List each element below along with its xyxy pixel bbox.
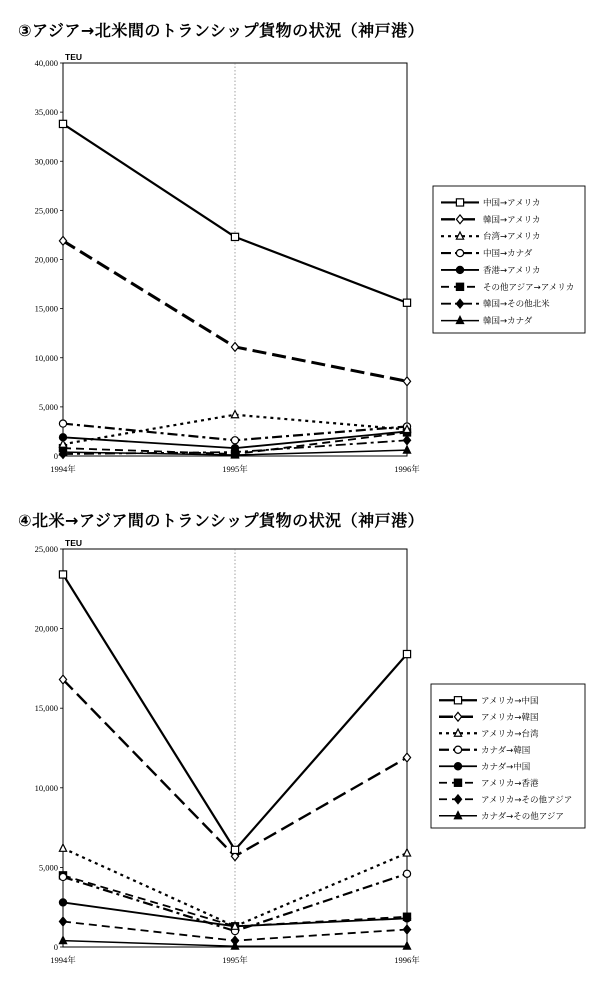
- chart2-legend-label-2: アメリカ→韓国: [481, 712, 539, 723]
- chart2-y-tick-label: 10,000: [34, 782, 58, 793]
- chart2-legend-marker-1: [454, 697, 461, 704]
- chart1-y-tick-label: 25,000: [34, 205, 58, 216]
- chart1-y-tick-label: 30,000: [34, 156, 58, 167]
- chart1-legend-marker-1: [456, 199, 463, 206]
- chart1-series-4-point: [59, 420, 66, 427]
- chart1-legend-label-7: 韓国→その他北米: [483, 299, 550, 310]
- chart1-x-tick-label: 1994年: [50, 464, 76, 474]
- chart2-series-5-point: [59, 899, 66, 906]
- chart2-series-1-point: [403, 650, 410, 657]
- chart2-legend-label-8: カナダ→その他アジア: [481, 811, 564, 822]
- chart2-legend-marker-4: [454, 746, 461, 753]
- chart1-y-tick-label: 40,000: [34, 58, 58, 68]
- chart2-legend-label-7: アメリカ→その他アジア: [481, 795, 573, 806]
- chart1-legend-marker-5: [456, 266, 463, 273]
- chart2-y-tick-label: 5,000: [38, 862, 58, 873]
- chart1-legend-marker-4: [456, 249, 463, 256]
- chart1-legend-label-5: 香港→アメリカ: [483, 265, 541, 276]
- chart1-x-tick-label: 1996年: [394, 464, 420, 474]
- chart2-legend-label-6: アメリカ→香港: [481, 778, 539, 789]
- chart2-x-tick-label: 1994年: [50, 955, 76, 965]
- chart1-series-7-point: [403, 436, 410, 445]
- chart1-y-tick-label: 0: [53, 451, 58, 461]
- chart2-legend-label-1: アメリカ→中国: [481, 696, 539, 707]
- chart1-legend-label-8: 韓国→カナダ: [483, 316, 533, 327]
- chart2-legend-label-3: アメリカ→台湾: [481, 729, 539, 740]
- chart1-title: ③アジア→北米間のトランシップ貨物の状況（神戸港）: [18, 21, 425, 40]
- chart1-y-tick-label: 5,000: [38, 401, 58, 412]
- chart2-title: ④北米→アジア間のトランシップ貨物の状況（神戸港）: [18, 511, 425, 530]
- chart2-y-tick-label: 25,000: [34, 544, 58, 554]
- chart1-legend-label-2: 韓国→アメリカ: [483, 215, 541, 226]
- chart1-legend-label-6: その他アジア→アメリカ: [483, 282, 575, 293]
- chart2-y-tick-label: 0: [53, 942, 58, 952]
- chart2-x-tick-label: 1995年: [222, 955, 248, 965]
- chart1-x-tick-label: 1995年: [222, 464, 248, 474]
- chart2-series-1-point: [231, 846, 238, 853]
- chart1-series-1-point: [403, 299, 410, 306]
- chart2-series-7-point: [231, 936, 238, 945]
- chart2-series-5-point: [403, 915, 410, 922]
- chart2-series-7-point: [59, 917, 66, 926]
- chart1-series-5-point: [231, 445, 238, 452]
- chart1-legend-label-1: 中国→アメリカ: [483, 198, 541, 209]
- chart1-y-tick-label: 35,000: [34, 107, 58, 118]
- chart2-legend-label-5: カナダ→中国: [481, 762, 531, 773]
- chart2-series-3-point: [403, 849, 410, 856]
- chart1-y-tick-label: 10,000: [34, 352, 58, 363]
- chart2-series-line-6: [63, 875, 407, 926]
- chart1-series-4-point: [231, 437, 238, 444]
- chart1-series-line-2: [63, 241, 407, 381]
- chart2-legend-label-4: カナダ→韓国: [481, 745, 531, 756]
- chart2-svg: [0, 498, 600, 998]
- chart2-x-tick-label: 1996年: [394, 955, 420, 965]
- chart1-legend-label-3: 台湾→アメリカ: [483, 232, 541, 243]
- chart1-y-tick-label: 15,000: [34, 303, 58, 314]
- chart1-series-1-point: [231, 233, 238, 240]
- chart1-series-1-point: [59, 120, 66, 127]
- chart1-y-tick-label: 20,000: [34, 254, 58, 265]
- chart2-series-2-point: [403, 753, 410, 762]
- chart2-series-1-point: [59, 571, 66, 578]
- chart2-legend-marker-6: [454, 779, 461, 786]
- chart2-legend-marker-5: [454, 763, 461, 770]
- chart2-series-7-point: [403, 925, 410, 934]
- chart1-series-2-point: [231, 343, 238, 352]
- chart1-legend-label-4: 中国→カナダ: [483, 249, 533, 260]
- chart1-y-axis-label: TEU: [65, 52, 82, 62]
- chart2-y-axis-label: TEU: [65, 538, 82, 548]
- chart2-series-3-point: [59, 844, 66, 851]
- chart2-series-4-point: [403, 870, 410, 877]
- chart2-series-4-point: [59, 873, 66, 880]
- chart1-legend-marker-6: [456, 283, 463, 290]
- chart1-svg: [0, 0, 600, 498]
- chart1-series-2-point: [403, 377, 410, 386]
- chart2-y-tick-label: 20,000: [34, 623, 58, 634]
- chart2-y-tick-label: 15,000: [34, 703, 58, 714]
